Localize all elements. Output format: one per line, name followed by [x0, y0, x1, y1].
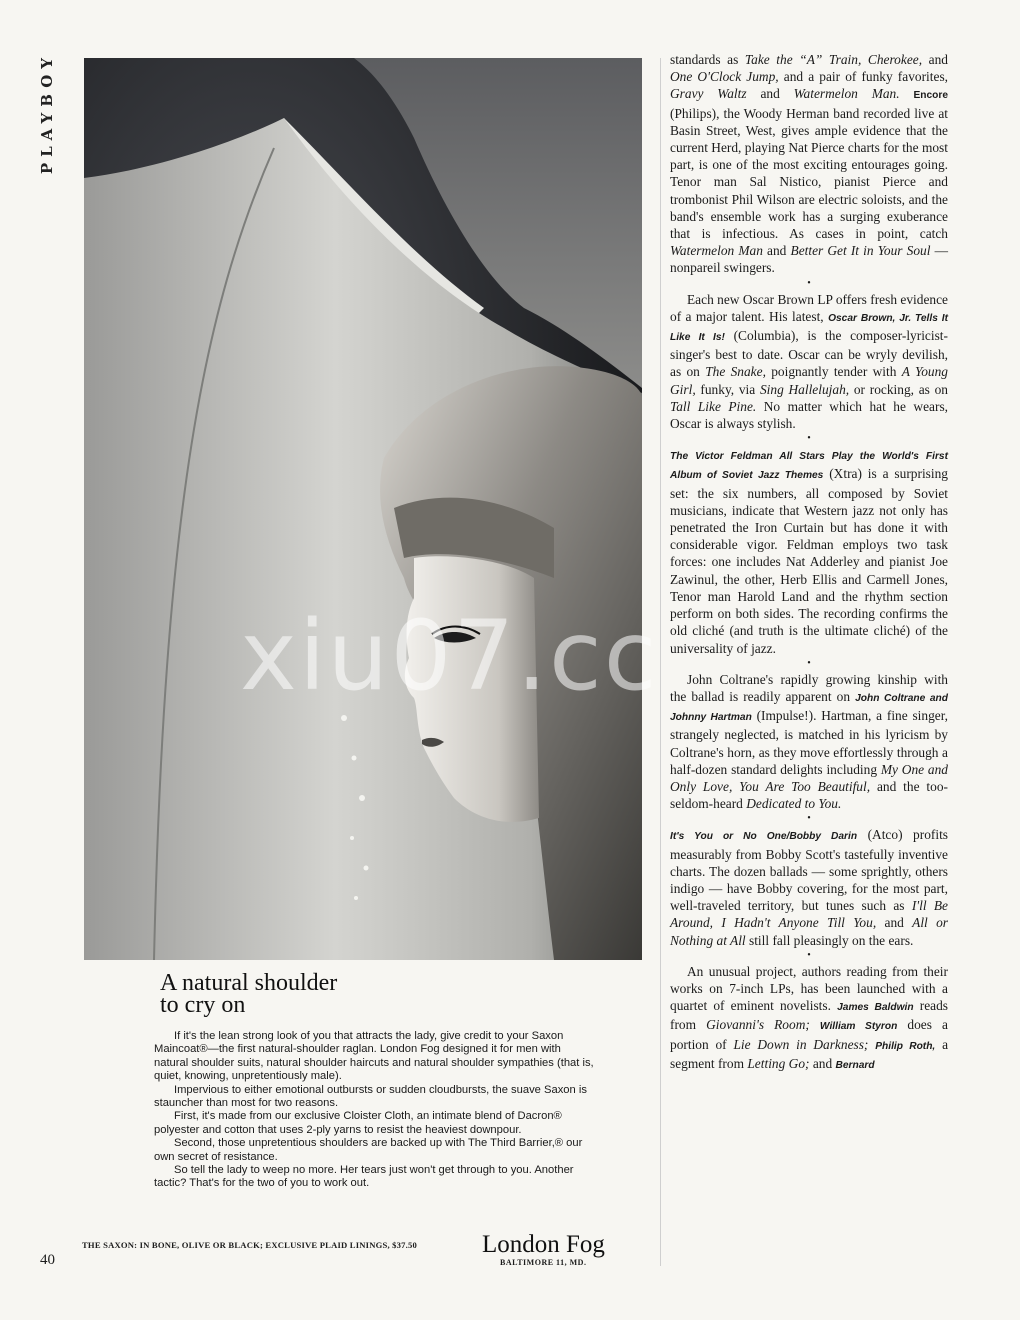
review-paragraph: Each new Oscar Brown LP offers fresh evidence of a major talent. His latest, Oscar Brown, Jr. Tells It Like It Is! (Columbia), is the composer-lyricist-singer's best to date. Oscar can be wryly devilish, as on The Snake, poignantly tender with A Young Girl, funky, via Sing Hallelujah, or rocking, as on Tall Like Pine. No matter which hat he wears, Oscar is always stylish.	[670, 291, 949, 432]
price-line: THE SAXON: IN BONE, OLIVE OR BLACK; EXCLUSIVE PLAID LININGS, $37.50	[82, 1240, 418, 1250]
bullet-separator: •	[807, 433, 811, 445]
ad-paragraph: If it's the lean strong look of you that attracts the lady, give credit to your Saxon Maincoat®—the first natural-shoulder raglan. London Fog designed it for men with natural shoulder suits, natural shoulder haircuts and natural shoulder sympathies (that is, quiet, knowing, unpretentiously male).	[154, 1030, 594, 1083]
review-paragraph: An unusual project, authors reading from their works on 7-inch LPs, has been launched with a quartet of eminent novelists. James Baldwin reads from Giovanni's Room; William Styron does a portion of Lie Down in Darkness; Philip Roth, a segment from Letting Go; and Bernard	[670, 963, 949, 1071]
advertisement-photo	[84, 58, 642, 960]
bullet-separator: •	[807, 949, 811, 961]
ad-paragraph: First, it's made from our exclusive Cloister Cloth, an intimate blend of Dacron® polyester and cotton that uses 2-ply yarns to resist the heaviest downpour.	[154, 1110, 562, 1136]
page-number: 40	[40, 1252, 55, 1268]
ad-headline-line2: to cry on	[160, 992, 246, 1018]
record-reviews-column	[670, 51, 948, 1074]
watermark-text: xiu07.cc	[240, 600, 659, 712]
ad-headline	[160, 972, 580, 1016]
bullet-separator: •	[807, 813, 811, 825]
magazine-masthead-vertical: PLAYBOY	[38, 52, 56, 175]
ad-paragraph: Second, those unpretentious shoulders are backed up with The Third Barrier,® our own secret of resistance.	[154, 1137, 583, 1163]
ad-paragraph: Impervious to either emotional outbursts or sudden cloudbursts, the suave Saxon is stauncher than most for two reasons.	[154, 1083, 587, 1110]
bullet-separator: •	[807, 657, 811, 669]
ad-body-copy	[154, 1030, 594, 1191]
ad-headline-line1: A natural shoulder	[160, 970, 338, 996]
review-paragraph: John Coltrane's rapidly growing kinship with the ballad is readily apparent on John Coltrane and Johnny Hartman (Impulse!). Hartman, a fine singer, strangely neglected, is matched in his lyricism by Coltrane's horn, as they move effortlessly through a half-dozen standard delights including My One and Only Love, You Are Too Beautiful, and the too-seldom-heard Dedicated to You.	[670, 671, 948, 812]
review-paragraph: It's You or No One/Bobby Darin (Atco) profits measurably from Bobby Scott's tastefully inventive charts. The dozen ballads — some sprightly, others indigo — have Bobby covering, for the most part, well-traveled territory, but tunes such as I'll Be Around, I Hadn't Anyone Till You, and All or Nothing at All still fall pleasingly on the ears.	[670, 827, 949, 948]
couple-photo-illustration	[84, 58, 642, 960]
ad-paragraph: So tell the lady to weep no more. Her tears just won't get through to you. Another tactic? That's for the two of you to work out.	[154, 1164, 574, 1190]
column-divider	[660, 58, 661, 1266]
bullet-separator: •	[807, 277, 811, 289]
brand-logo-text: London Fog	[482, 1231, 605, 1258]
brand-address: BALTIMORE 11, MD.	[500, 1258, 587, 1267]
review-paragraph: The Victor Feldman All Stars Play the World's First Album of Soviet Jazz Themes (Xtra) is a surprising set: the six numbers, all composed by Soviet musicians, indicate that Western jazz not only has penetrated the Iron Curtain but has done it with considerable vigor. Feldman employs two task forces: one includes Nat Adderley and pianist Joe Zawinul, the other, Herb Ellis and Carmell Jones, Tenor man Harold Land and the rhythm section perform on both sides. The recording confirms the old cliché (and truth is the ultimate cliché) of the universality of jazz.	[670, 451, 948, 656]
review-paragraph: standards as Take the “A” Train, Cherokee, and One O'Clock Jump, and a pair of funky favorites, Gravy Waltz and Watermelon Man. Encore (Philips), the Woody Herman band recorded live at Basin Street, West, gives ample evidence that the current Herd, playing Nat Pierce charts for the most part, is one of the most exciting entourages going. Tenor man Sal Nistico, pianist Pierce and trombonist Phil Wilson are electric soloists, and the band's ensemble work has a surging exuberance that is infectious. As cases in point, catch Watermelon Man and Better Get It in Your Soul — nonpareil swingers.	[670, 52, 948, 276]
